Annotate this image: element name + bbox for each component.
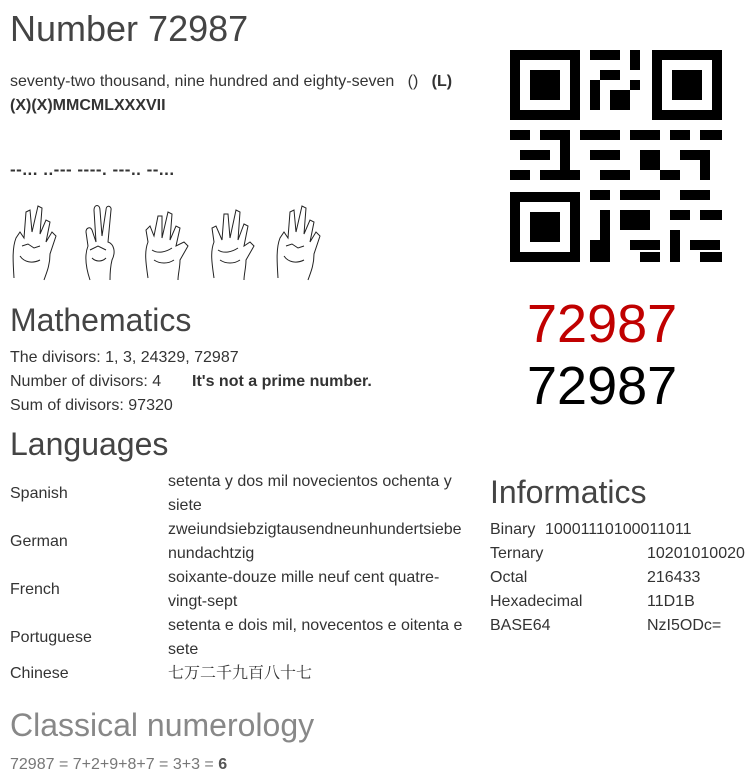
numerology-sum: 72987 = 7+2+9+8+7 = 3+3 =	[10, 756, 214, 773]
paren-text: ()	[407, 73, 419, 90]
hand-seven-icon	[13, 206, 56, 280]
qr-code-icon	[510, 50, 722, 262]
hand-two-icon	[86, 206, 114, 281]
lang-label-spanish: Spanish	[10, 485, 68, 502]
lang-label-portuguese: Portuguese	[10, 629, 92, 646]
hand-nine-icon	[146, 212, 188, 280]
info-label-hexadecimal: Hexadecimal	[490, 593, 583, 610]
lang-label-chinese: Chinese	[10, 665, 69, 682]
lang-value-german: zweiundsiebzigtausendneunhundertsiebe nundachtzig	[168, 521, 462, 562]
lang-value-portuguese: setenta e dois mil, novecentos e oitenta e sete	[168, 617, 463, 658]
prime-note: It's not a prime number.	[192, 373, 372, 390]
number-in-words	[10, 70, 465, 118]
lang-value-chinese: 七万二千九百八十七	[168, 665, 313, 682]
info-value-hexadecimal: 11D1B	[647, 593, 695, 610]
info-value-binary: 10001110100011011	[545, 521, 692, 538]
divisors-value: 1, 3, 24329, 72987	[105, 349, 239, 366]
lang-value-spanish: setenta y dos mil novecientos ochenta y siete	[168, 473, 452, 514]
sum-value: 97320	[128, 397, 173, 414]
mathematics-heading: Mathematics	[10, 302, 192, 338]
info-value-octal: 216433	[647, 569, 701, 586]
hand-eight-icon	[212, 210, 254, 280]
numerology-heading: Classical numerology	[10, 707, 315, 743]
num-divisors-value: 4	[152, 373, 162, 390]
roman-numeral: (X)(X)MMCMLXXXVII	[10, 97, 166, 114]
lang-label-french: French	[10, 581, 60, 598]
informatics-heading: Informatics	[490, 474, 647, 510]
number-red: 72987	[527, 294, 678, 354]
sign-language-hands	[10, 202, 330, 282]
info-value-ternary: 10201010020	[647, 545, 745, 562]
num-divisors-line	[10, 370, 161, 394]
info-label-base64: BASE64	[490, 617, 551, 634]
info-value-base64: NzI5ODc=	[647, 617, 722, 634]
numerology-equation	[10, 754, 227, 776]
num-divisors-label: Number of divisors:	[10, 373, 148, 390]
english-words: seventy-two thousand, nine hundred and eighty-seven	[10, 73, 395, 90]
sum-label: Sum of divisors:	[10, 397, 124, 414]
page-title: Number 72987	[10, 8, 249, 49]
hand-seven-icon-2	[277, 206, 320, 280]
numerology-result: 6	[218, 756, 228, 773]
languages-heading: Languages	[10, 426, 169, 462]
info-label-octal: Octal	[490, 569, 528, 586]
roman-prefix: (L)	[431, 73, 453, 90]
sum-divisors-line	[10, 394, 173, 418]
info-label-binary: Binary	[490, 521, 536, 538]
lang-label-german: German	[10, 533, 68, 550]
info-label-ternary: Ternary	[490, 545, 544, 562]
number-black: 72987	[527, 356, 678, 416]
lang-value-french: soixante-douze mille neuf cent quatre-vingt-sept	[168, 569, 440, 610]
morse-code: --... ..--- ----. ---.. --...	[10, 160, 175, 179]
divisors-line	[10, 346, 239, 370]
divisors-label: The divisors:	[10, 349, 101, 366]
